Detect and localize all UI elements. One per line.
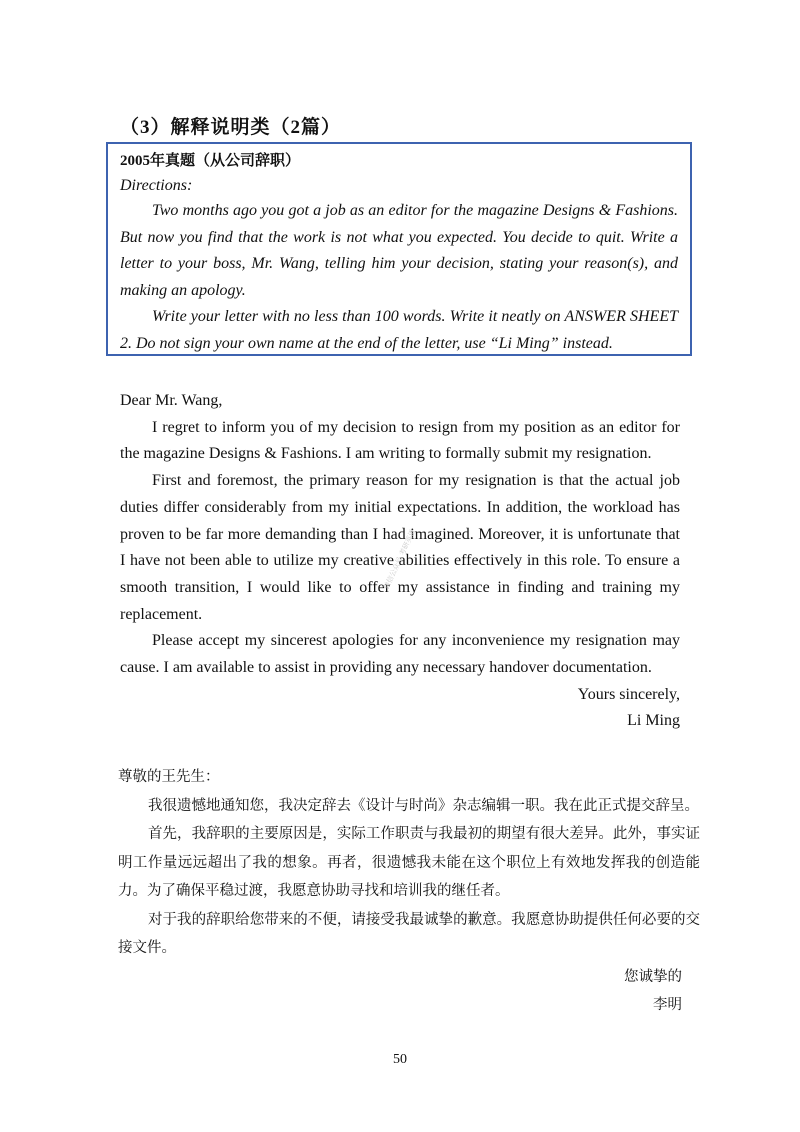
- chinese-paragraph-1: 我很遗憾地通知您，我决定辞去《设计与时尚》杂志编辑一职。我在此正式提交辞呈。: [148, 797, 699, 814]
- english-signature: Li Ming: [627, 712, 680, 730]
- chinese-paragraph-3: 对于我的辞职给您带来的不便，请接受我最诚挚的歉意。我愿意协助提供任何必要的交接文件。: [118, 911, 700, 956]
- task-paragraph-1: Two months ago you got a job as an editor for the magazine Designs & Fashions. But now you find that the work is not what you expected. You decide to quit. Write a letter to your boss, Mr. Wang, telling him your decision, stating your reason(s), and making an apology.: [120, 202, 678, 299]
- exam-task-box: [106, 142, 692, 356]
- chinese-closing: 您诚挚的: [624, 968, 682, 985]
- section-heading: （3）解释说明类（2篇）: [120, 117, 342, 138]
- watermark: 微信公众号 考研英语: [382, 528, 418, 591]
- english-paragraph-3: Please accept my sincerest apologies for any inconvenience my resignation may cause. I am available to assist in providing any necessary handover documentation.: [120, 632, 680, 677]
- task-paragraph-2: Write your letter with no less than 100 words. Write it neatly on ANSWER SHEET 2. Do not sign your own name at the end of the letter, use “Li Ming” instead.: [120, 308, 678, 352]
- task-title: 2005年真题（从公司辞职）: [120, 153, 301, 169]
- chinese-paragraph-2: 首先，我辞职的主要原因是，实际工作职责与我最初的期望有很大差异。此外，事实证明工作量远远超出了我的想象。再者，很遗憾我未能在这个职位上有效地发挥我的创造能力。为了确保平稳过渡，我愿意协助寻找和培训我的继任者。: [118, 826, 700, 899]
- chinese-letter: [118, 763, 700, 1020]
- page-number: 50: [393, 1052, 407, 1067]
- english-paragraph-1: I regret to inform you of my decision to resign from my position as an editor for the magazine Designs & Fashions. I am writing to formally submit my resignation.: [120, 418, 680, 463]
- english-salutation: Dear Mr. Wang,: [120, 392, 223, 409]
- chinese-salutation: 尊敬的王先生：: [118, 769, 220, 785]
- directions-label: Directions:: [120, 177, 193, 194]
- english-paragraph-2: First and foremost, the primary reason for my resignation is that the actual job duties differ considerably from my initial expectations. In addition, the workload has proven to be far more demanding than I had imagined. Moreover, it is unfortunate that I have not been able to utilize my creative abilities effectively in this role. To ensure a smooth transition, I would like to offer my assistance in finding and training my replacement.: [120, 472, 680, 623]
- chinese-signature: 李明: [653, 997, 682, 1013]
- english-closing: Yours sincerely,: [577, 685, 680, 703]
